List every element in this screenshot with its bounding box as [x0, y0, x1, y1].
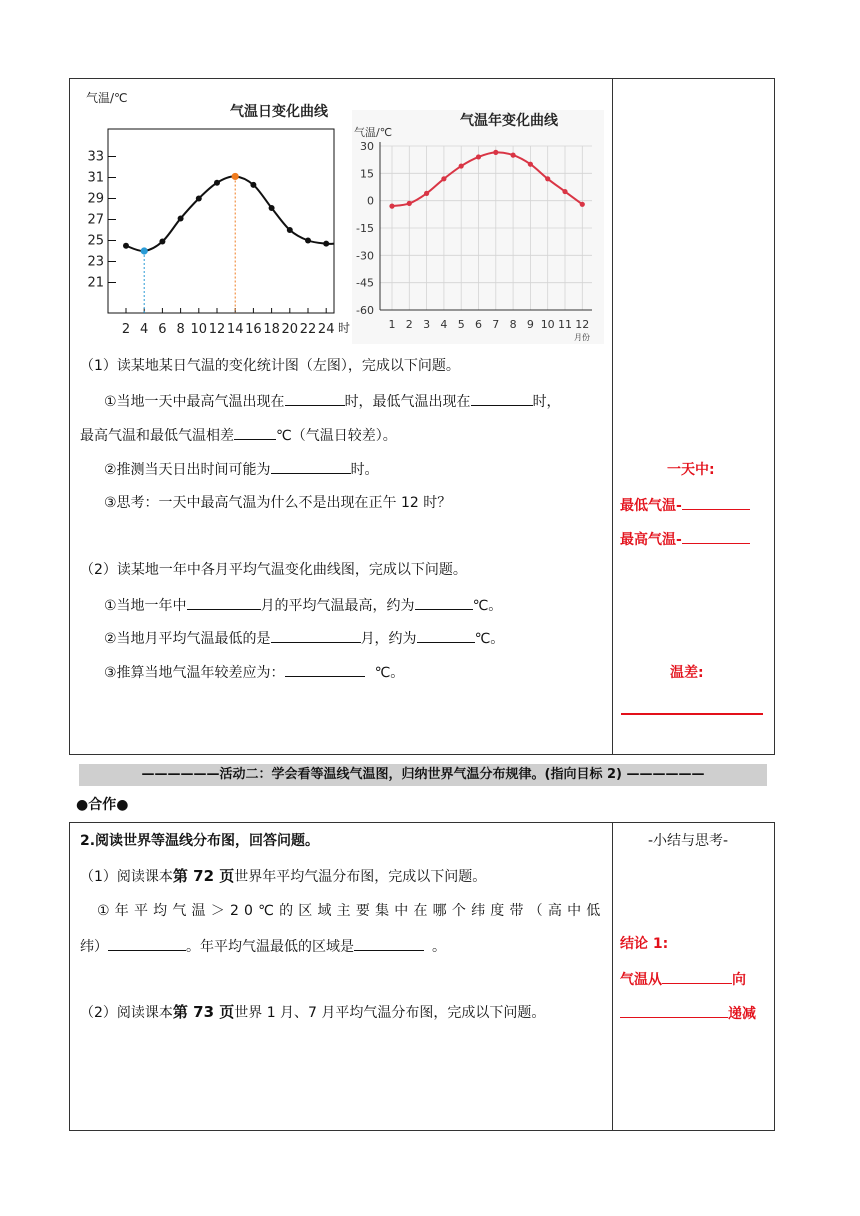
blank-warmest-month[interactable]	[187, 595, 261, 610]
side-day-label: 一天中:	[667, 462, 715, 478]
daily-temp-point	[123, 243, 129, 249]
daily-xtick-label: 4	[140, 322, 149, 337]
blank-min-hour[interactable]	[471, 391, 533, 406]
annual-temp-chart	[352, 110, 604, 344]
blank-conclusion-from[interactable]	[662, 969, 732, 984]
daily-xtick-label: 22	[299, 322, 317, 337]
daily-xtick-label: 20	[281, 322, 299, 337]
activity2-banner	[79, 764, 767, 786]
annual-ytick-label: -60	[356, 304, 374, 317]
annual-xtick-label: 3	[423, 318, 431, 331]
daily-chart-xunit: 时	[338, 321, 351, 335]
annual-temp-point	[424, 191, 429, 196]
daily-xtick-label: 14	[226, 322, 244, 337]
annual-temp-point	[528, 162, 533, 167]
annual-chart-title: 气温年变化曲线	[460, 113, 558, 129]
bottom-column-divider	[612, 822, 613, 1131]
blank-side-diff[interactable]	[621, 713, 763, 715]
conclusion-line2: 递减	[620, 1003, 756, 1023]
daily-xtick-label: 2	[121, 322, 131, 337]
q1-intro: （1）读某地某日气温的变化统计图（左图），完成以下问题。	[80, 358, 460, 374]
q1c: ③思考：一天中最高气温为什么不是出现在正午 12 时？	[104, 495, 452, 511]
daily-ytick-label: 31	[87, 170, 104, 186]
annual-xtick-label: 1	[388, 318, 396, 331]
daily-temp-point	[305, 238, 311, 244]
daily-ytick-label: 27	[87, 212, 104, 228]
blank-sunrise[interactable]	[271, 459, 351, 474]
annual-xtick-label: 11	[558, 318, 572, 331]
daily-temp-point	[196, 196, 202, 202]
annual-xtick-label: 12	[575, 318, 590, 331]
daily-temp-line	[126, 176, 334, 251]
daily-xtick-label: 18	[263, 322, 280, 337]
top-column-divider	[612, 78, 613, 755]
daily-xtick-label: 24	[317, 322, 335, 337]
daily-xtick-label: 12	[208, 322, 226, 337]
annual-temp-point	[580, 202, 585, 207]
q1b: ②推测当天日出时间可能为 时。	[104, 459, 379, 479]
annual-temp-point	[389, 204, 394, 209]
side-min-temp: 最低气温-	[620, 495, 750, 515]
q2-intro: （2）读某地一年中各月平均气温变化曲线图，完成以下问题。	[80, 562, 467, 578]
annual-temp-point	[407, 201, 412, 206]
blank-max-hour[interactable]	[285, 391, 345, 406]
annual-xtick-label: 4	[440, 318, 448, 331]
daily-chart-frame	[108, 129, 334, 313]
daily-temp-point	[178, 215, 184, 221]
annual-ytick-label: 0	[367, 194, 374, 208]
conclusion-line1: 气温从 向	[620, 969, 746, 989]
annual-ytick-label: -30	[356, 249, 374, 263]
annual-xtick-label: 7	[492, 318, 500, 331]
blank-daily-range[interactable]	[234, 425, 276, 440]
daily-temp-point	[214, 180, 220, 186]
blank-annual-range[interactable]	[285, 662, 365, 677]
daily-temp-chart	[80, 86, 351, 344]
q2c: ③推算当地气温年较差应为： ℃。	[104, 662, 404, 682]
side-summary-heading: -小结与思考-	[648, 833, 729, 849]
daily-temp-point	[141, 247, 148, 254]
p2-intro: （2）阅读课本第 73 页世界 1 月、7 月平均气温分布图，完成以下问题。	[80, 1003, 546, 1021]
q1a-line1: ①当地一天中最高气温出现在 时，最低气温出现在 时，	[104, 391, 561, 411]
annual-chart-ylabel: 气温/℃	[354, 126, 393, 139]
conclusion-label: 结论 1:	[620, 936, 669, 952]
annual-temp-point	[476, 154, 481, 159]
daily-ytick-label: 29	[87, 191, 104, 207]
annual-ytick-label: -45	[356, 276, 374, 290]
blank-warmest-temp[interactable]	[415, 595, 473, 610]
annual-ytick-label: 15	[360, 167, 374, 181]
annual-temp-point	[441, 176, 446, 181]
annual-temp-point	[459, 163, 464, 168]
annual-temp-point	[511, 153, 516, 158]
q1a-line2: 最高气温和最低气温相差 ℃（气温日较差）。	[80, 425, 397, 445]
blank-latitude-zone[interactable]	[108, 936, 186, 951]
p1-question-line1: ①年平均气温＞20℃的区域主要集中在哪个纬度带（高中低	[97, 903, 606, 919]
annual-xtick-label: 2	[405, 318, 413, 331]
p1-question-line2: 纬） 。年平均气温最低的区域是 。	[80, 936, 446, 956]
side-diff-label: 温差:	[670, 665, 704, 681]
annual-chart-xunit: 月份	[574, 333, 590, 342]
blank-coldest-region[interactable]	[354, 936, 424, 951]
annual-temp-point	[545, 176, 550, 181]
daily-temp-point	[232, 173, 239, 180]
daily-xtick-label: 10	[190, 322, 208, 337]
activity2-banner-text: ——————活动二：学会看等温线气温图，归纳世界气温分布规律。(指向目标 2) ——————	[141, 767, 705, 782]
side-max-temp: 最高气温-	[620, 529, 750, 549]
daily-ytick-label: 25	[87, 233, 104, 249]
annual-temp-point	[562, 189, 567, 194]
annual-xtick-label: 8	[509, 318, 517, 331]
annual-xtick-label: 10	[540, 318, 555, 331]
blank-side-max[interactable]	[682, 529, 750, 544]
daily-temp-point	[250, 182, 256, 188]
daily-xtick-label: 16	[245, 322, 262, 337]
annual-xtick-label: 6	[475, 318, 482, 331]
daily-ytick-label: 33	[87, 149, 104, 165]
blank-coldest-temp[interactable]	[417, 628, 475, 643]
coop-label: ●合作●	[76, 797, 129, 813]
annual-temp-point	[493, 150, 498, 155]
blank-conclusion-to[interactable]	[620, 1003, 728, 1018]
daily-temp-point	[323, 241, 329, 247]
daily-xtick-label: 6	[158, 322, 167, 337]
p1-intro: （1）阅读课本第 72 页世界年平均气温分布图，完成以下问题。	[80, 867, 487, 885]
annual-ytick-label: -15	[356, 222, 374, 235]
daily-ytick-label: 23	[87, 254, 104, 270]
blank-coldest-month[interactable]	[271, 628, 361, 643]
daily-chart-ylabel: 气温/℃	[86, 91, 128, 105]
daily-chart-title: 气温日变化曲线	[230, 104, 328, 120]
daily-temp-point	[287, 227, 293, 233]
section2-heading: 2.阅读世界等温线分布图，回答问题。	[80, 833, 320, 849]
q2b: ②当地月平均气温最低的是 月，约为 ℃。	[104, 628, 504, 648]
q2a: ①当地一年中 月的平均气温最高，约为 ℃。	[104, 595, 502, 615]
daily-temp-point	[269, 205, 275, 211]
daily-temp-point	[159, 239, 165, 245]
annual-xtick-label: 5	[457, 318, 465, 331]
blank-side-min[interactable]	[682, 495, 750, 510]
annual-ytick-label: 30	[360, 140, 374, 153]
daily-ytick-label: 21	[87, 275, 104, 291]
annual-xtick-label: 9	[526, 318, 534, 331]
daily-xtick-label: 8	[176, 322, 185, 337]
